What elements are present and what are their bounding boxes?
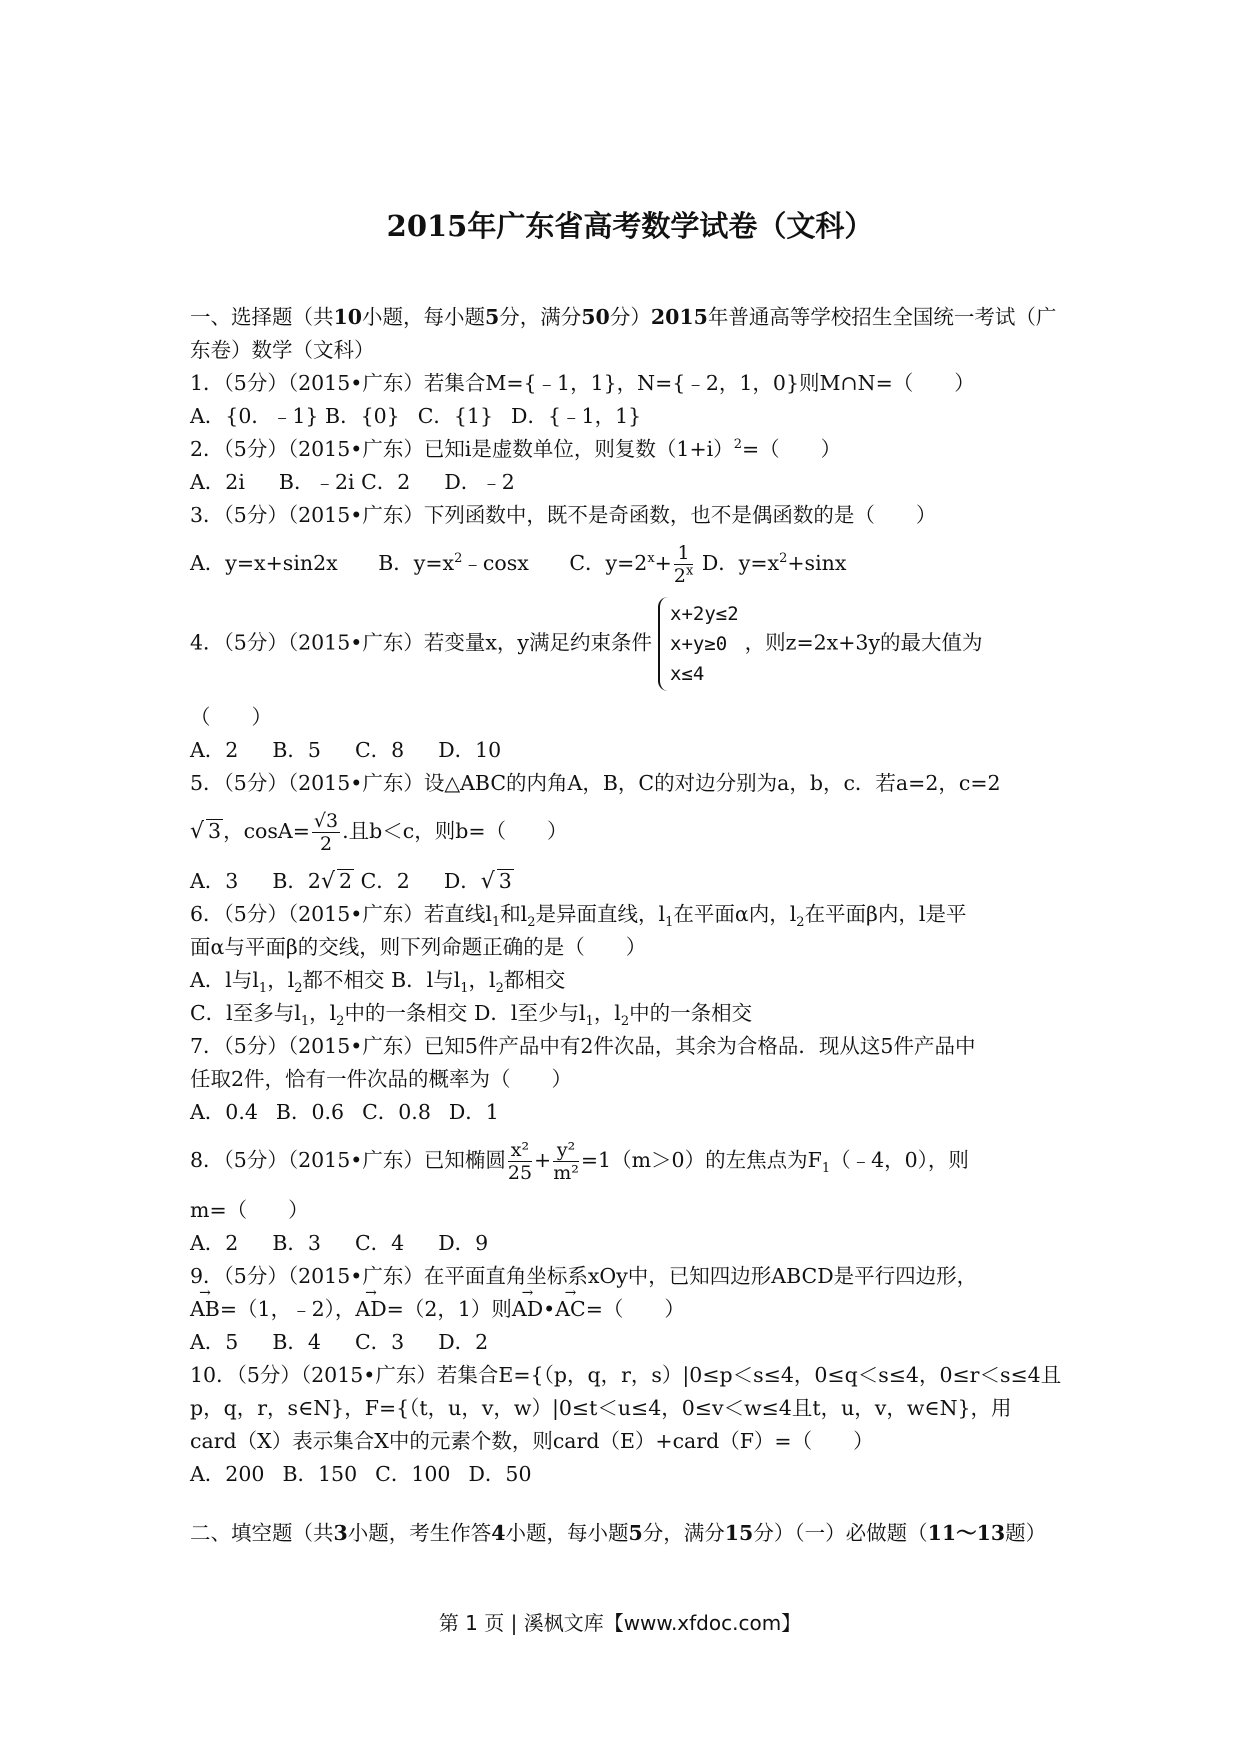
question-3-stem: 3．（5分）（2015•广东）下列函数中，既不是奇函数，也不是偶函数的是（ ） bbox=[190, 503, 937, 527]
exam-page bbox=[190, 200, 1070, 1550]
fraction: $\frac{1}{2^x}$ bbox=[673, 542, 694, 587]
question-1-options: A．{0．﹣1} B．{0} C．{1} D．{﹣1，1} bbox=[190, 404, 642, 428]
question-6-stem-cont: 面α与平面β的交线，则下列命题正确的是（ ） bbox=[190, 935, 647, 959]
question-5-stem: 5．（5分）（2015•广东）设△ABC的内角A，B，C的对边分别为a，b，c．若a=2，c=2 bbox=[190, 771, 1001, 795]
question-5-stem-cont: √ 3，cosA= $\frac{√3}{2}$ .且b＜c，则b=（ ） bbox=[190, 810, 568, 855]
question-3-options: A．y=x+sin2x B．$y=x^2﹣\cos x$ C．$y=2^x+$ $\frac{1}{2^x}$ D．$y=x^2+\sin x$ bbox=[190, 542, 847, 587]
fraction: $\frac{\text{x²}}{25}$ bbox=[507, 1139, 533, 1184]
fraction: $\frac{√3}{2}$ bbox=[313, 810, 339, 855]
question-9-options: A．5 B．4 C．3 D．2 bbox=[190, 1330, 489, 1354]
question-8-options: A．2 B．3 C．4 D．9 bbox=[190, 1231, 489, 1255]
question-2-options: A．2i B．﹣2i C．2 D．﹣2 bbox=[190, 470, 515, 494]
question-6-options-ab: A．l与$l_1$，$l_2$都不相交 B．l与$l_1$，$l_2$都相交 bbox=[190, 968, 566, 997]
question-5-options: A．3 B．2√ 2 C．2 D．√ 3 bbox=[190, 869, 512, 894]
question-7-stem-cont: 任取2件，恰有一件次品的概率为（ ） bbox=[190, 1067, 573, 1091]
question-7-stem: 7．（5分）（2015•广东）已知5件产品中有2件次品，其余为合格品．现从这5件产品中 bbox=[190, 1034, 976, 1058]
question-1-stem: 1．（5分）（2015•广东）若集合M={﹣1，1}，N={﹣2，1，0}则M∩N=（ ） bbox=[190, 371, 975, 395]
question-9-stem-cont: → AB=（1，﹣2），→ AD=（2，1）则→ AD•→ AC=（ ） bbox=[190, 1293, 1070, 1326]
question-4-options: A．2 B．5 C．8 D．10 bbox=[190, 738, 502, 762]
question-10-options: A．200 B．150 C．100 D．50 bbox=[190, 1462, 532, 1486]
page-title: 2015年广东省高考数学试卷（文科） bbox=[386, 209, 874, 243]
question-2-stem: 2．（5分）（2015•广东）已知i是虚数单位，则复数$(1+i)^2=$（ ） bbox=[190, 437, 842, 461]
section-2-heading: 二、填空题（共3小题，考生作答4小题，每小题5分，满分15分）（一）必做题（11～13题） bbox=[190, 1521, 1047, 1545]
question-8-stem: 8．（5分）（2015•广东）已知椭圆 $\frac{\text{x²}}{25}$ + $\frac{\text{y²}}{\text{m²}}$ =1（m＞0）的左焦点为$F_1(﹣4$，0），则 bbox=[190, 1139, 969, 1184]
constraint-system: x+2y≤2 x+y≥0 x≤4 bbox=[658, 597, 739, 691]
question-10-stem-cont2: card（X）表示集合X中的元素个数，则card（E）+card（F）=（ ） bbox=[190, 1429, 874, 1453]
question-10-stem: 10．（5分）（2015•广东）若集合E={（p，q，r，s）|0≤p＜s≤4，0≤q＜s≤4，0≤r＜s≤4且 bbox=[190, 1363, 1062, 1387]
page-footer: 第 1 页 | 溪枫文库【www.xfdoc.com】 bbox=[438, 1611, 802, 1635]
question-10-stem-cont: p，q，r，s∈N}，F={（t，u，v，w）|0≤t＜u≤4，0≤v＜w≤4且t，u，v，w∈N}，用 bbox=[190, 1396, 1012, 1420]
question-9-stem: 9．（5分）（2015•广东）在平面直角坐标系xOy中，已知四边形ABCD是平行四边形， bbox=[190, 1264, 978, 1288]
question-4-paren: （ ） bbox=[190, 705, 272, 729]
fraction: $\frac{\text{y²}}{\text{m²}}$ bbox=[553, 1139, 579, 1184]
section-1-heading: 一、选择题（共10小题，每小题5分，满分50分）2015年普通高等学校招生全国统一考试（广东卷）数学（文科） bbox=[190, 305, 1057, 362]
question-7-options: A．0.4 B．0.6 C．0.8 D．1 bbox=[190, 1100, 499, 1124]
question-6-options-cd: C．l至多与$l_1$，$l_2$中的一条相交 D．l至少与$l_1$，$l_2$中的一条相交 bbox=[190, 1001, 753, 1030]
question-8-stem-cont: m=（ ） bbox=[190, 1198, 309, 1222]
question-4-stem: 4．（5分）（2015•广东）若变量x，y满足约束条件 x+2y≤2 x+y≥0 x≤4 ，则z=2x+3y的最大值为 bbox=[190, 597, 1070, 691]
question-6-stem: 6．（5分）（2015•广东）若直线$l_1$和$l_2$是异面直线，$l_1$在平面α内，$l_2$在平面β内，l是平 bbox=[190, 902, 967, 931]
